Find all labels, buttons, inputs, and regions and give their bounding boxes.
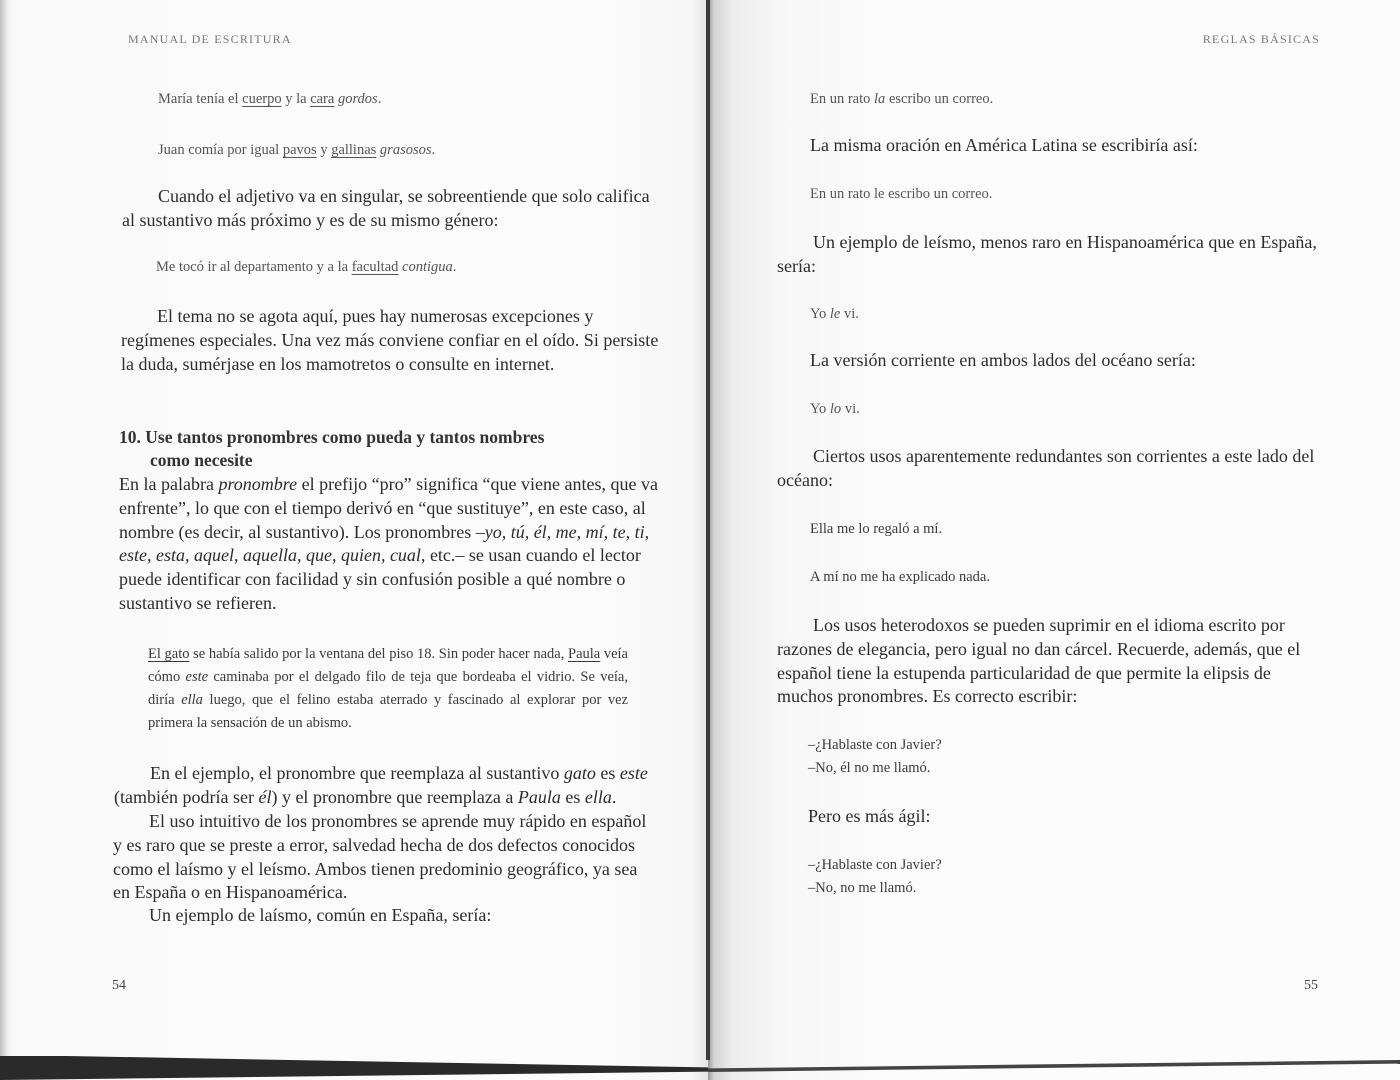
underlined-noun: Paula (568, 646, 601, 662)
page-number-left: 54 (112, 978, 126, 993)
text: Yo (810, 306, 830, 322)
example-leismo (810, 303, 1110, 326)
text: y la (281, 91, 311, 107)
dialogue-line: –No, no me llamó. (808, 880, 917, 896)
text: Juan comía por igual (158, 142, 283, 158)
italic-word: ella (584, 786, 612, 807)
dialogue-line: –¿Hablaste con Javier? (808, 737, 942, 753)
paragraph: El tema no se agota aquí, pues hay numerosas excepciones y regímenes especiales. Una vez más conviene confiar en el oído. Si persiste la duda, sumérjase en los mamotretos o consulte en internet. (121, 306, 659, 374)
section-number: 10. (119, 427, 141, 447)
italic-adjective: contigua (402, 259, 453, 275)
example-lo (810, 398, 1110, 421)
running-head-left: MANUAL DE ESCRITURA (128, 32, 292, 46)
dialogue (808, 854, 1208, 900)
text: . (452, 259, 457, 275)
paragraph: La misma oración en América Latina se escribiría así: (810, 135, 1198, 155)
text: (también podría ser (114, 786, 259, 807)
underlined-noun: cuerpo (242, 91, 282, 107)
text: . (611, 786, 617, 807)
text: María tenía el (158, 91, 243, 107)
dialogue-line: –¿Hablaste con Javier? (808, 857, 942, 873)
text: veía cómo (148, 646, 628, 685)
text: ) y el pronombre que reemplaza a (271, 786, 518, 807)
example-redundant: A mí no me ha explicado nada. (810, 569, 990, 585)
paragraph: Ciertos usos aparentemente redundantes son corrientes a este lado del océano: (777, 446, 1315, 490)
running-head-right: REGLAS BÁSICAS (1202, 32, 1320, 46)
underlined-noun: El gato (148, 646, 190, 662)
italic-pronoun: este (185, 669, 209, 685)
text: Me tocó ir al departamento y a la (156, 259, 352, 275)
italic-term: pronombre (218, 474, 298, 494)
italic-pronoun: le (829, 306, 841, 322)
italic-word: Paula (517, 786, 561, 807)
italic-pronoun: la (874, 91, 886, 107)
text: vi. (840, 306, 859, 322)
example-grasosos (158, 139, 658, 162)
italic-word: él (258, 786, 272, 807)
text: el prefijo “pro” significa “que viene antes, que va enfrente”, lo que con el tiempo derivó en “que sustituye”, en este caso, al nombre (es decir, al sustantivo). Los pronombres (119, 474, 658, 542)
section-title: Use tantos pronombres como pueda y tantos nombres (145, 427, 545, 447)
page-edge-shadow (0, 0, 8, 1080)
paragraph: La versión corriente en ambos lados del océano sería: (810, 350, 1196, 370)
italic-word: este (619, 763, 648, 783)
paragraph: Cuando el adjetivo va en singular, se sobreentiende que solo califica al sustantivo más próximo y es de su mismo género: (122, 186, 650, 230)
underlined-noun: gallinas (331, 142, 377, 158)
text: En el ejemplo, el pronombre que reemplaza al sustantivo (150, 763, 564, 783)
example-gordos (158, 88, 658, 111)
italic-pronoun-list: –yo, tú, él, me, mí, te, ti, este, esta, aquel, aquella, que, quien, cual, (119, 521, 650, 566)
paragraph: Pero es más ágil: (808, 806, 931, 826)
page-number-right: 55 (1304, 978, 1318, 993)
italic-pronoun: ella (181, 692, 203, 708)
text: es (560, 786, 585, 807)
text: se había salido por la ventana del piso 18. Sin poder hacer nada, (189, 646, 568, 662)
book-spine (706, 0, 710, 1060)
dialogue-line: –No, él no me llamó. (808, 760, 931, 776)
text: . (377, 91, 382, 107)
section-title-line2: como necesite (150, 450, 253, 470)
italic-word: gato (563, 763, 596, 783)
section-heading (119, 426, 679, 472)
text: . (431, 142, 436, 158)
paragraph-explanation (114, 762, 659, 810)
text: es (595, 763, 620, 783)
text: Yo (810, 401, 830, 417)
example-correct: En un rato le escribo un correo. (810, 186, 993, 202)
italic-adjective: gordos (337, 91, 378, 107)
text: vi. (841, 401, 860, 417)
paragraph: Los usos heterodoxos se pueden suprimir en el idioma escrito por razones de elegancia, pero igual no dan cárcel. Recuerde, además, que el español tiene la estupenda particularidad de que permite la elipsis de muchos pronombres. Es correcto escribir: (777, 615, 1301, 707)
paragraph: El uso intuitivo de los pronombres se aprende muy rápido en español y es raro que se preste a error, salvedad hecha de dos defectos conocidos como el laísmo y el leísmo. Ambos tienen predominio geográfico, ya sea en España o en Hispanoamérica. (113, 811, 647, 903)
paragraph: Un ejemplo de laísmo, común en España, sería: (149, 905, 492, 925)
text: caminaba por el delgado filo de teja que bordeaba el vidrio. Se veía, diría (148, 669, 628, 708)
italic-pronoun: lo (829, 401, 842, 417)
text: En un rato (810, 91, 875, 107)
text: En la palabra (119, 474, 219, 494)
dialogue (808, 734, 1208, 780)
underlined-noun: facultad (351, 259, 399, 275)
text: etc.– se usan cuando el lector puede identificar con facilidad y sin confusión posible a qué nombre o sustantivo se refieren. (119, 545, 641, 613)
italic-adjective: grasosos (379, 142, 432, 158)
underlined-noun: cara (310, 91, 335, 107)
example-contigua (156, 256, 656, 279)
text: luego, que el felino estaba aterrado y fascinado al explorar por vez primera la sensación de un abismo. (148, 692, 629, 731)
example-laismo (810, 88, 1290, 111)
example-gato (148, 643, 628, 735)
paragraph-pronombre (119, 473, 664, 616)
underlined-noun: pavos (282, 142, 317, 158)
text: y (316, 142, 332, 158)
text: escribo un correo. (885, 91, 994, 107)
example-redundant: Ella me lo regaló a mí. (810, 521, 943, 537)
paragraph: Un ejemplo de leísmo, menos raro en Hispanoamérica que en España, sería: (777, 232, 1317, 276)
